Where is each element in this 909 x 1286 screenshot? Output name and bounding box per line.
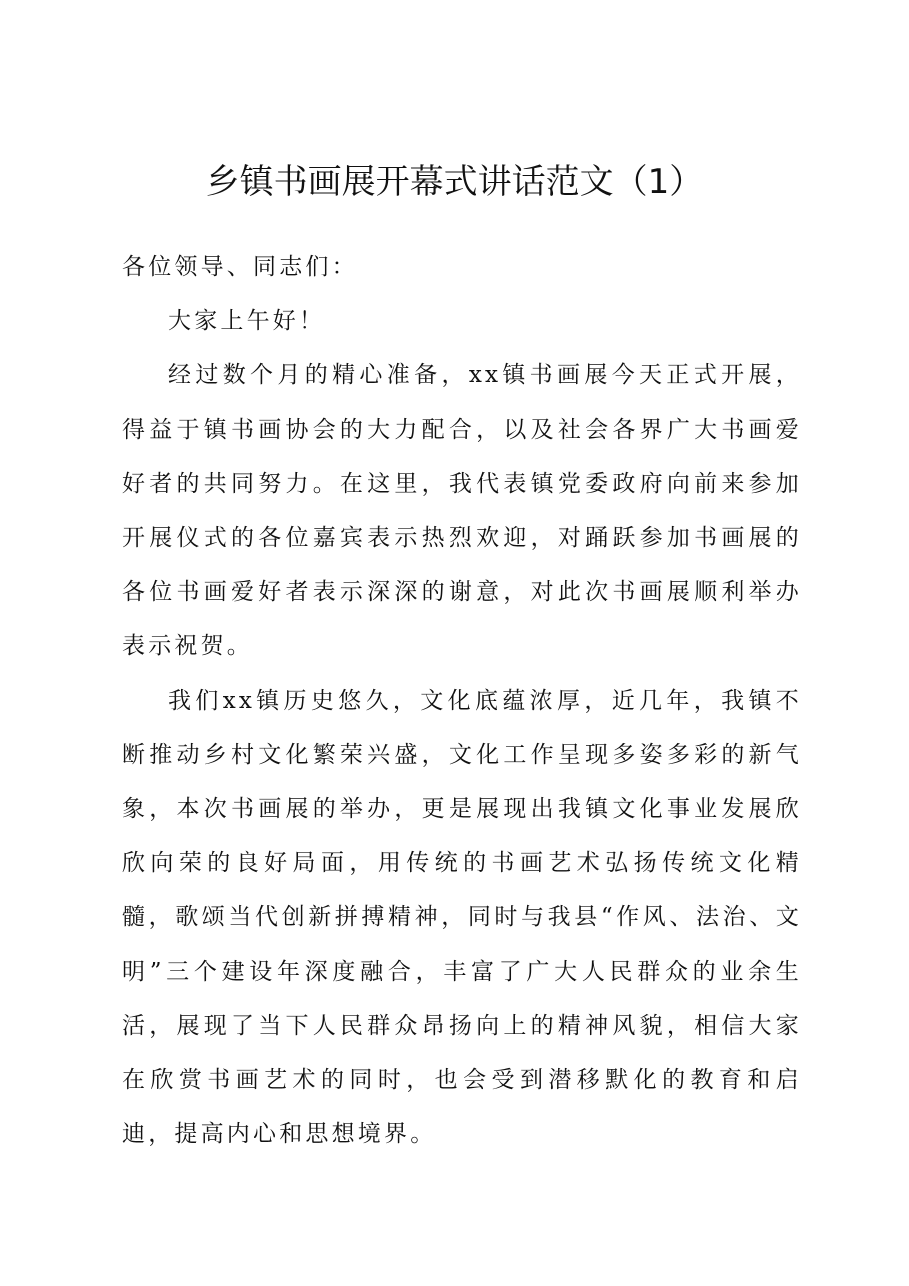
paragraph-opening: 经过数个月的精心准备，xx镇书画展今天正式开展，得益于镇书画协会的大力配合，以及社会各界广大书画爱好者的共同努力。在这里，我代表镇党委政府向前来参加开展仪式的各位嘉宾表示热烈欢迎，对踊跃参加书画展的各位书画爱好者表示深深的谢意，对此次书画展顺利举办表示祝贺。 xyxy=(122,362,802,660)
document-body xyxy=(122,240,802,1161)
salutation: 各位领导、同志们： xyxy=(122,254,358,280)
paragraph-greeting: 大家上午好！ xyxy=(168,308,326,335)
paragraph-history: 我们xx镇历史悠久，文化底蕴浓厚，近几年，我镇不断推动乡村文化繁荣兴盛，文化工作呈现多姿多彩的新气象，本次书画展的举办，更是展现出我镇文化事业发展欣欣向荣的良好局面，用传统的书画艺术弘扬传统文化精髓，歌颂当代创新拼搏精神，同时与我县“作风、法治、文明”三个建设年深度融合，丰富了广大人民群众的业余生活，展现了当下人民群众昂扬向上的精神风貌，相信大家在欣赏书画艺术的同时，也会受到潜移默化的教育和启迪，提高内心和思想境界。 xyxy=(122,687,802,1148)
document-title: 乡镇书画展开幕式讲话范文（1） xyxy=(205,162,704,202)
